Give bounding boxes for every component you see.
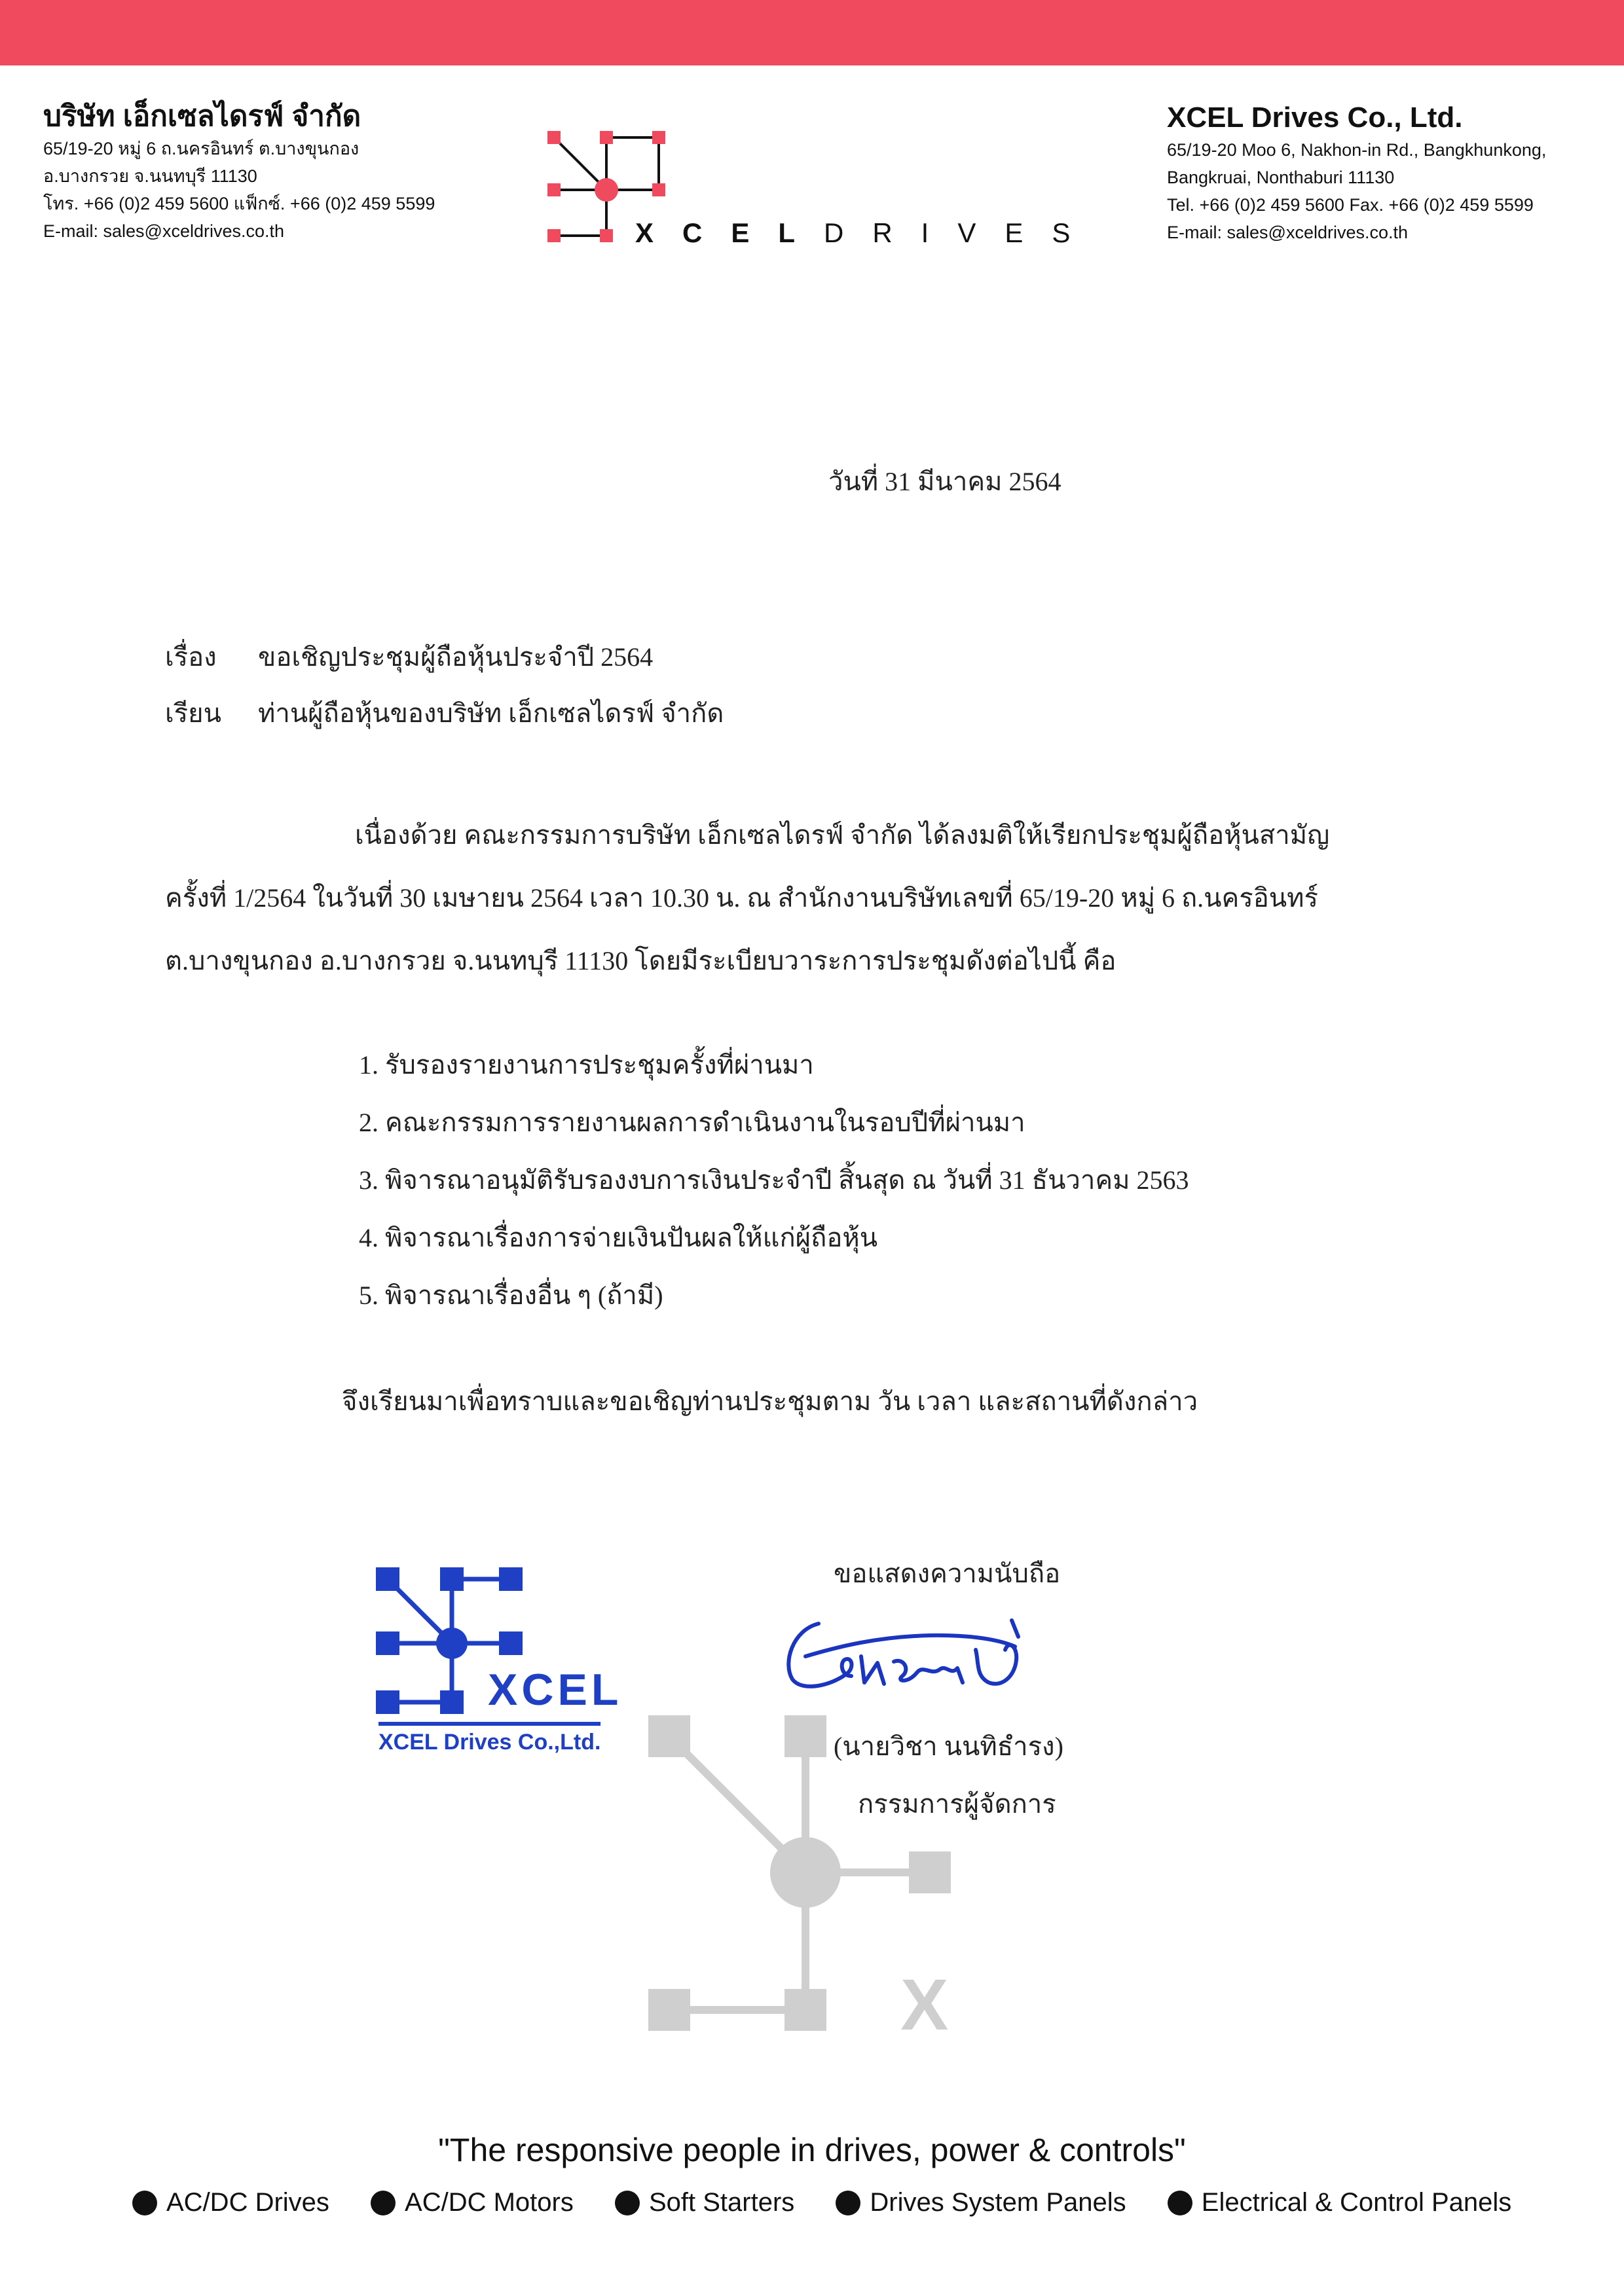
product-label: Soft Starters — [648, 2188, 795, 2217]
company-name-thai: บริษัท เอ็กเซลไดรฟ์ จำกัด — [43, 100, 361, 132]
top-accent-bar — [0, 0, 1624, 65]
logo-wordmark — [635, 217, 1099, 249]
regards-text: ขอแสดงความนับถือ — [834, 1559, 1061, 1588]
product-item — [132, 2188, 329, 2217]
bullet-icon — [615, 2191, 640, 2215]
letter-date: วันที่ 31 มีนาคม 2564 — [828, 467, 1061, 496]
bullet-icon — [1168, 2191, 1192, 2215]
agenda-list — [359, 1036, 1189, 1324]
address-line: 65/19-20 หมู่ 6 ถ.นครอินทร์ ต.บางขุนกอง — [43, 139, 360, 158]
phone-line: โทร. +66 (0)2 459 5600 แฟ็กซ์. +66 (0)2 459 5599 — [43, 194, 435, 213]
bullet-icon — [371, 2191, 396, 2215]
bullet-icon — [836, 2191, 860, 2215]
signer-title: กรรมการผู้จัดการ — [858, 1789, 1056, 1819]
company-name-english: XCEL Drives Co., Ltd. — [1167, 101, 1463, 134]
tagline: "The responsive people in drives, power & controls" — [438, 2132, 1186, 2168]
phone-line: Tel. +66 (0)2 459 5600 Fax. +66 (0)2 459 5599 — [1167, 195, 1534, 215]
handwritten-signature-icon — [779, 1611, 1054, 1709]
body-paragraph — [165, 804, 1329, 993]
product-list — [132, 2188, 1545, 2222]
agenda-item: 5. พิจารณาเรื่องอื่น ๆ (ถ้ามี) — [359, 1281, 663, 1310]
agenda-item: 4. พิจารณาเรื่องการจ่ายเงินปันผลให้แก่ผู้ถือหุ้น — [359, 1223, 878, 1252]
paragraph-line: ครั้งที่ 1/2564 ในวันที่ 30 เมษายน 2564 เวลา 10.30 น. ณ สำนักงานบริษัทเลขที่ 65/19-20 หมู่ 6 ถ.นครอินทร์ — [165, 883, 1318, 913]
recipient-label: เรียน — [165, 699, 221, 728]
agenda-item: 2. คณะกรรมการรายงานผลการดำเนินงานในรอบปีที่ผ่านมา — [359, 1108, 1025, 1137]
header-english — [1167, 100, 1546, 246]
stamp-company-name: XCEL Drives Co.,Ltd. — [378, 1722, 600, 1755]
address-line: 65/19-20 Moo 6, Nakhon-in Rd., Bangkhunkong, — [1167, 140, 1547, 160]
product-label: AC/DC Motors — [405, 2188, 574, 2217]
subject-label: เรื่อง — [165, 642, 217, 672]
logo-wordmark-light: DRIVES — [824, 217, 1099, 248]
closing-sentence: จึงเรียนมาเพื่อทราบและขอเชิญท่านประชุมตาม วัน เวลา และสถานที่ดังกล่าว — [342, 1387, 1198, 1416]
product-item — [1168, 2188, 1512, 2217]
product-label: AC/DC Drives — [166, 2188, 329, 2217]
address-line: อ.บางกรวย จ.นนทบุรี 11130 — [43, 166, 257, 186]
signer-name: (นายวิชา นนทิธำรง) — [834, 1732, 1063, 1761]
header-thai — [43, 98, 435, 245]
agenda-item: 3. พิจารณาอนุมัติรับรองงบการเงินประจำปี สิ้นสุด ณ วันที่ 31 ธันวาคม 2563 — [359, 1165, 1189, 1195]
stamp-brand: XCEL — [488, 1665, 623, 1715]
product-label: Drives System Panels — [870, 2188, 1126, 2217]
product-item — [371, 2188, 574, 2217]
paragraph-line: เนื่องด้วย คณะกรรมการบริษัท เอ็กเซลไดรฟ์ จำกัด ได้ลงมติให้เรียกประชุมผู้ถือหุ้นสามัญ — [355, 820, 1330, 850]
paragraph-line: ต.บางขุนกอง อ.บางกรวย จ.นนทบุรี 11130 โดยมีระเบียบวาระการประชุมดังต่อไปนี้ คือ — [165, 946, 1116, 975]
subject-text: ขอเชิญประชุมผู้ถือหุ้นประจำปี 2564 — [258, 642, 654, 672]
product-item — [836, 2188, 1126, 2217]
logo-wordmark-bold: XCEL — [635, 217, 824, 248]
product-label: Electrical & Control Panels — [1201, 2188, 1512, 2217]
product-item — [615, 2188, 794, 2217]
watermark-letter: X — [900, 1965, 949, 2045]
recipient-text: ท่านผู้ถือหุ้นของบริษัท เอ็กเซลไดรฟ์ จำกัด — [258, 699, 724, 728]
bullet-icon — [132, 2191, 157, 2215]
email-line: E-mail: sales@xceldrives.co.th — [1167, 223, 1409, 242]
address-line: Bangkruai, Nonthaburi 11130 — [1167, 168, 1395, 187]
email-line: E-mail: sales@xceldrives.co.th — [43, 221, 285, 241]
agenda-item: 1. รับรองรายงานการประชุมครั้งที่ผ่านมา — [359, 1050, 814, 1080]
